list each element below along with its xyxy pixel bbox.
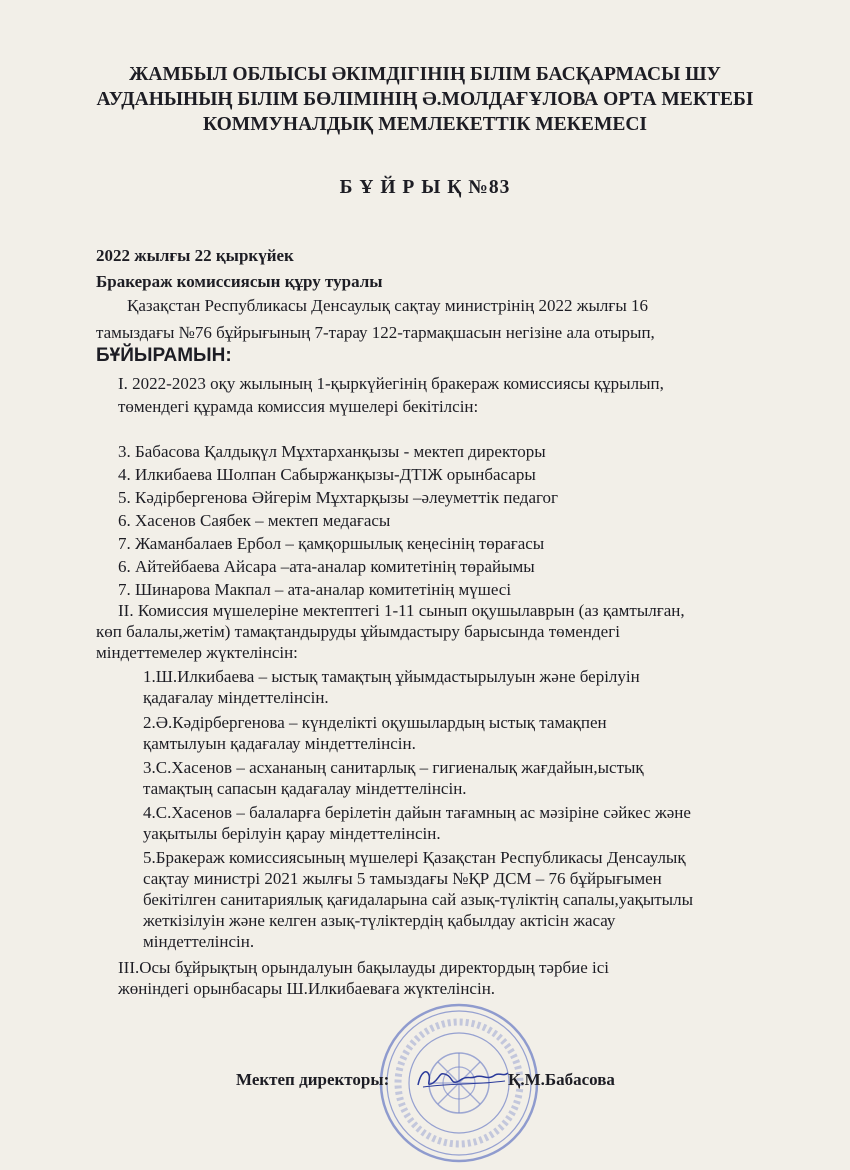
list-item: міндеттелінсін. — [143, 932, 255, 951]
list-item: 7. Жаманбалаев Ербол – қамқоршылық кеңесінің төрағасы — [118, 534, 545, 553]
header-line-3: КОММУНАЛДЫҚ МЕМЛЕКЕТТІК МЕКЕМЕСІ — [202, 114, 648, 135]
list-item: сақтау министрі 2021 жылғы 5 тамыздағы №ҚР ДСМ – 76 бұйрығымен — [143, 869, 662, 888]
section-3-line-2: жөніндегі орынбасары Ш.Илкибаеваға жүктелінсін. — [118, 979, 496, 998]
list-item: бекітілген санитариялық қағидаларына сай азық-түліктің сапалы,уақытылы — [143, 890, 694, 909]
list-item: жеткізілуін және келген азық-түліктердің қабылдау актісін жасау — [143, 911, 616, 930]
list-item: 3. Бабасова Қалдықүл Мұхтарханқызы - мектеп директоры — [118, 442, 546, 461]
preamble-line-2: тамыздағы №76 бұйрығының 7-тарау 122-тармақшасын негізіне ала отырып, — [96, 323, 655, 342]
director-signature — [413, 1063, 513, 1093]
directive-heading: БҰЙЫРАМЫН: — [96, 345, 232, 366]
list-item: 7. Шинарова Макпал – ата-аналар комитетінің мүшесі — [118, 580, 512, 599]
section-2-line-1: II. Комиссия мүшелеріне мектептегі 1-11 сынып оқушылаврын (аз қамтылған, — [118, 601, 685, 620]
list-item: 5.Бракераж комиссиясының мүшелері Қазақстан Республикасы Денсаулық — [143, 848, 686, 867]
order-subject: Бракераж комиссиясын құру туралы — [96, 272, 383, 291]
preamble-line-1: Қазақстан Республикасы Денсаулық сақтау министрінің 2022 жылғы 16 — [127, 296, 649, 315]
list-item: 4.С.Хасенов – балаларға берілетін дайын тағамның ас мәзіріне сәйкес және — [143, 803, 691, 822]
order-title: Б Ұ Й Р Ы Қ №83 — [339, 177, 511, 198]
director-name: Қ.М.Бабасова — [508, 1070, 615, 1089]
list-item: уақытылы берілуін қарау міндеттелінсін. — [143, 824, 441, 843]
section-2-line-3: міндеттемелер жүктелінсін: — [96, 643, 298, 662]
list-item: 4. Илкибаева Шолпан Сабыржанқызы-ДТІЖ орынбасары — [118, 465, 536, 484]
header-line-1: ЖАМБЫЛ ОБЛЫСЫ ӘКІМДІГІНІҢ БІЛІМ БАСҚАРМАСЫ ШУ — [129, 64, 721, 85]
list-item: 3.С.Хасенов – асхананың санитарлық – гигиеналық жағдайын,ыстық — [143, 758, 644, 777]
list-item: қамтылуын қадағалау міндеттелінсін. — [143, 734, 416, 753]
header-line-2: АУДАНЫНЫҢ БІЛІМ БӨЛІМІНІҢ Ә.МОЛДАҒҰЛОВА ОРТА МЕКТЕБІ — [96, 89, 754, 110]
list-item: 1.Ш.Илкибаева – ыстық тамақтың ұйымдастырылуын және берілуін — [143, 667, 640, 686]
list-item: 6. Айтейбаева Айсара –ата-аналар комитетінің төрайымы — [118, 557, 535, 576]
list-item: тамақтың сапасын қадағалау міндеттелінсін. — [143, 779, 467, 798]
list-item: 2.Ә.Кәдірбергенова – күнделікті оқушылардың ыстық тамақпен — [143, 713, 607, 732]
organization-header — [80, 62, 770, 137]
signature-title: Мектеп директоры: — [236, 1070, 390, 1089]
section-2-line-2: көп балалы,жетім) тамақтандыруды ұйымдастыру барысында төмендегі — [96, 622, 620, 641]
list-item: қадағалау міндеттелінсін. — [143, 688, 329, 707]
order-date: 2022 жылғы 22 қыркүйек — [96, 246, 294, 265]
list-item: 6. Хасенов Саябек – мектеп медағасы — [118, 511, 391, 530]
section-1-line-1: I. 2022-2023 оқу жылының 1-қыркүйегінің бракераж комиссиясы құрылып, — [118, 374, 664, 393]
section-3-line-1: III.Осы бұйрықтың орындалуын бақылауды директордың тәрбие ісі — [118, 958, 609, 977]
section-1-line-2: төмендегі құрамда комиссия мүшелері бекітілсін: — [118, 397, 479, 416]
list-item: 5. Кәдірбергенова Әйгерім Мұхтарқызы –әлеуметтік педагог — [118, 488, 559, 507]
